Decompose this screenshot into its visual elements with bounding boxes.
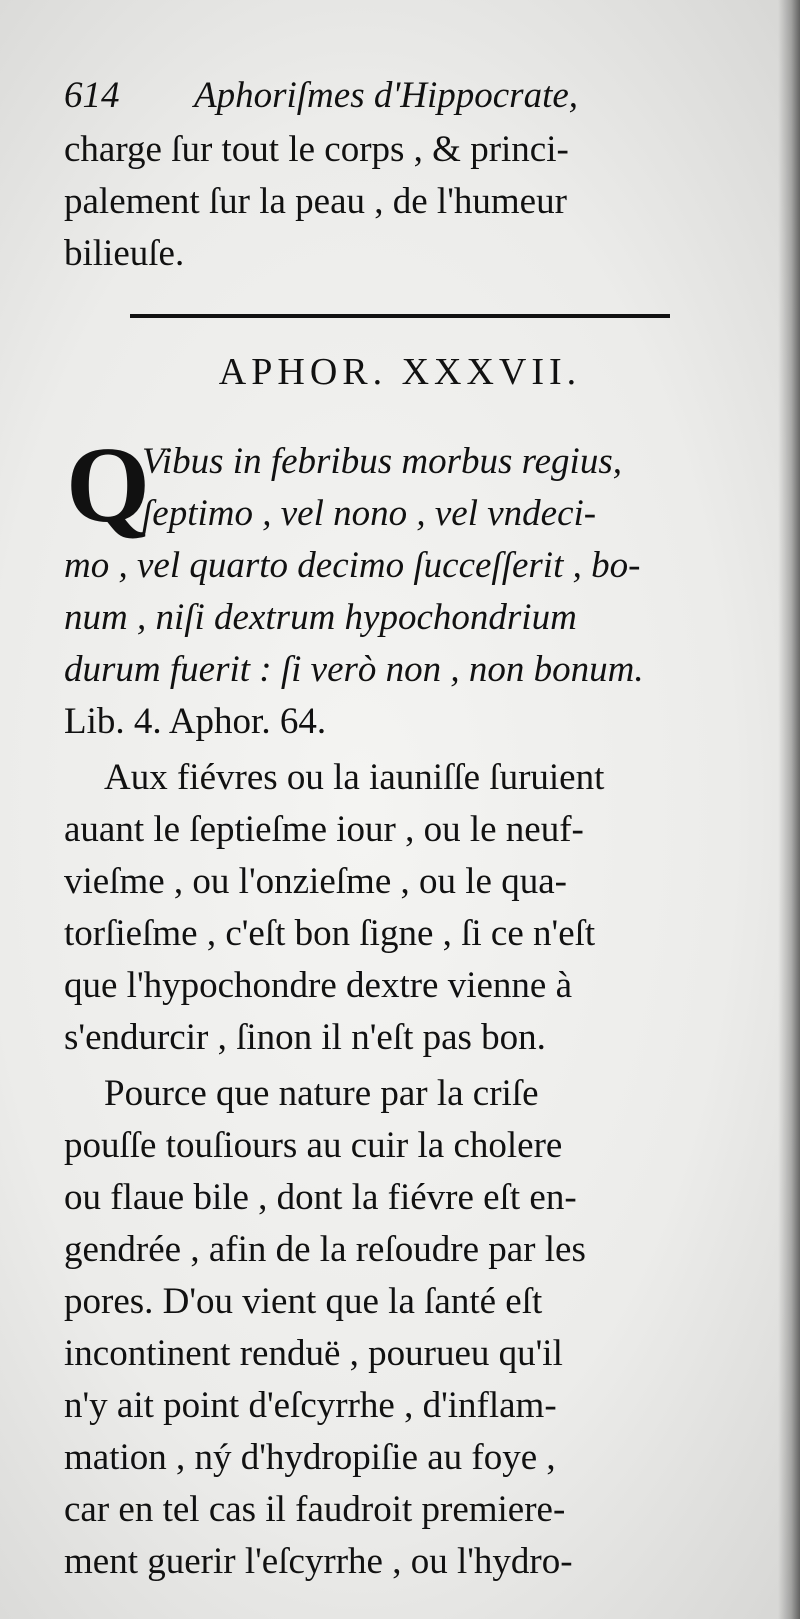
translation-line: auant le ſeptieſme iour , ou le neuf- — [64, 809, 584, 850]
latin-line: durum fuerit : ſi verò non , non bonum. — [64, 649, 644, 690]
translation-line: torſieſme , c'eſt bon ſigne , ſi ce n'eſt — [64, 913, 596, 954]
latin-line: Vibus in febribus morbus regius, — [142, 441, 622, 482]
translation-line: vieſme , ou l'onzieſme , ou le qua- — [64, 861, 567, 902]
commentary-line: gendrée , afin de la reſoudre par les — [64, 1229, 586, 1270]
commentary-line: pores. D'ou vient que la ſanté eſt — [64, 1281, 543, 1322]
commentary-line: mation , ný d'hydropiſie au foye , — [64, 1437, 556, 1478]
carryover-text — [64, 124, 736, 280]
aphorism-heading: APHOR. XXXVII. — [218, 351, 582, 393]
latin-line: ſeptimo , vel nono , vel vndeci- — [142, 493, 597, 534]
commentary-line: incontinent renduë , pourueu qu'il — [64, 1333, 563, 1374]
latin-aphorism — [64, 426, 736, 748]
commentary-line: ou flaue bile , dont la fiévre eſt en- — [64, 1177, 577, 1218]
page-edge-shadow — [778, 0, 800, 1619]
french-translation — [64, 752, 736, 1064]
running-head — [64, 68, 736, 124]
text-line: charge ſur tout le corps , & princi- — [64, 129, 569, 170]
translation-line: s'endurcir , ſinon il n'eſt pas bon. — [64, 1017, 546, 1058]
page-number: 614 — [64, 75, 120, 116]
running-title: Aphoriſmes d'Hippocrate, — [194, 75, 579, 116]
aphorism-reference: Lib. 4. Aphor. 64. — [64, 701, 327, 742]
commentary-line: n'y ait point d'eſcyrrhe , d'inflam- — [64, 1385, 557, 1426]
text-line: bilieuſe. — [64, 233, 185, 274]
section-rule — [130, 314, 670, 318]
commentary — [64, 1068, 736, 1588]
commentary-line: ment guerir l'eſcyrrhe , ou l'hydro- — [64, 1541, 573, 1582]
page-content — [64, 68, 736, 1588]
commentary-line: car en tel cas il faudroit premiere- — [64, 1489, 566, 1530]
commentary-line: pouſſe touſiours au cuir la cholere — [64, 1125, 563, 1166]
latin-line: mo , vel quarto decimo ſucceſſerit , bo- — [64, 545, 641, 586]
text-line: palement ſur la peau , de l'humeur — [64, 181, 567, 222]
drop-cap: Q — [66, 426, 151, 545]
latin-line: num , niſi dextrum hypochondrium — [64, 597, 577, 638]
translation-line: que l'hypochondre dextre vienne à — [64, 965, 573, 1006]
commentary-line: Pource que nature par la criſe — [104, 1073, 539, 1114]
translation-line: Aux fiévres ou la iauniſſe ſuruient — [104, 757, 605, 798]
